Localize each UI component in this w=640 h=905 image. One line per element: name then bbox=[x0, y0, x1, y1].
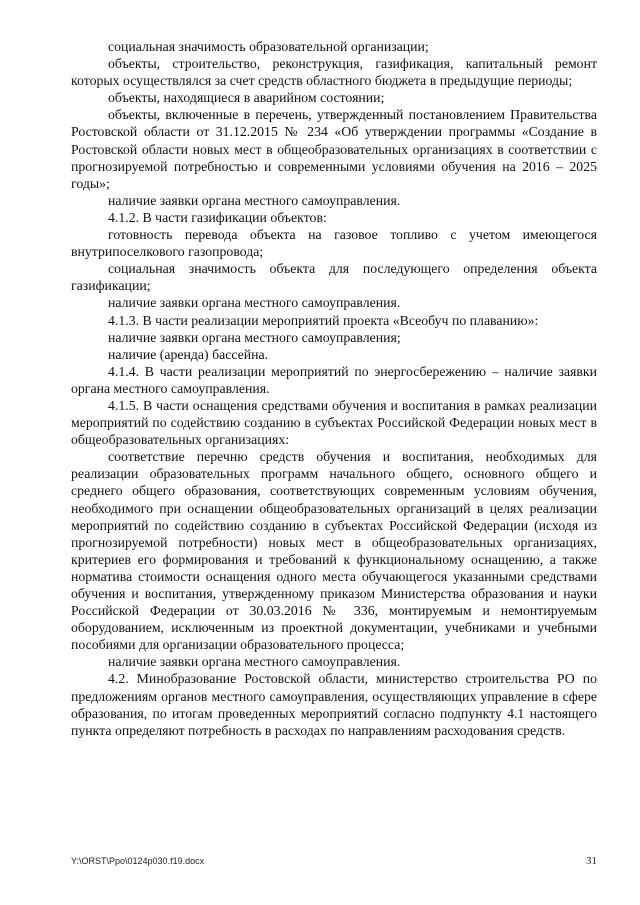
footer-page-number: 31 bbox=[586, 855, 597, 867]
footer-file-path: Y:\ORST\Ppo\0124p030.f19.docx bbox=[71, 856, 205, 866]
paragraph: 4.1.5. В части оснащения средствами обучения и воспитания в рамках реализации мероприятий по содействию созданию в субъектах Российской Федерации новых мест в общеобразовательных организациях: bbox=[71, 397, 597, 448]
paragraph: объекты, включенные в перечень, утвержденный постановлением Правительства Ростовской области от 31.12.2015 № 234 «Об утверждении программы «Создание в Ростовской области новых мест в общеобразовательных организациях в соответствии с прогнозируемой потребностью и современными условиями обучения на 2016 – 2025 годы»; bbox=[71, 107, 597, 191]
paragraph: наличие заявки органа местного самоуправления; bbox=[108, 329, 401, 345]
paragraph: 4.1.2. В части газификации объектов: bbox=[108, 209, 327, 225]
paragraph: 4.2. Минобразование Ростовской области, министерство строительства РО по предложениям органов местного самоуправления, осуществляющих управление в сфере образования, по итогам проведенных мероприятий согласно подпункту 4.1 настоящего пункта определяют потребность в расходах по направлениям расходования средств. bbox=[71, 671, 597, 738]
paragraph: объекты, находящиеся в аварийном состоянии; bbox=[108, 90, 385, 106]
paragraph: наличие заявки органа местного самоуправления. bbox=[108, 654, 401, 670]
paragraph: наличие (аренда) бассейна. bbox=[108, 346, 269, 362]
paragraph: соответствие перечню средств обучения и воспитания, необходимых для реализации образовательных программ начального общего, основного общего и среднего общего образования, соответствующих современным условиям обучения, необходимого при оснащении общеобразовательных организаций в целях реализации мероприятий по содействию созданию в субъектах Российской Федерации (исходя из прогнозируемой потребности) новых мест в общеобразовательных организациях, критериев его формирования и требований к функциональному оснащению, а также норматива стоимости оснащения одного места обучающегося указанными средствами обучения и воспитания, утвержденному приказом Министерства образования и науки Российской Федерации от 30.03.2016 № 336, монтируемым и немонтируемым оборудованием, исключенным из проектной документации, учебниками и учебными пособиями для организации образовательного процесса; bbox=[71, 449, 597, 653]
paragraph: 4.1.4. В части реализации мероприятий по энергосбережению – наличие заявки органа местного самоуправления. bbox=[71, 363, 597, 396]
document-body bbox=[71, 38, 597, 739]
paragraph: готовность перевода объекта на газовое топливо с учетом имеющегося внутрипоселкового газопровода; bbox=[71, 227, 597, 260]
paragraph: социальная значимость образовательной организации; bbox=[108, 39, 429, 54]
paragraph: социальная значимость объекта для последующего определения объекта газификации; bbox=[71, 261, 597, 294]
paragraph: 4.1.3. В части реализации мероприятий проекта «Всеобуч по плаванию»: bbox=[108, 312, 539, 328]
paragraph: объекты, строительство, реконструкция, газификация, капитальный ремонт которых осуществлялся за счет средств областного бюджета в предыдущие периоды; bbox=[71, 56, 597, 89]
paragraph: наличие заявки органа местного самоуправления. bbox=[108, 192, 401, 208]
paragraph: наличие заявки органа местного самоуправления. bbox=[108, 295, 401, 311]
